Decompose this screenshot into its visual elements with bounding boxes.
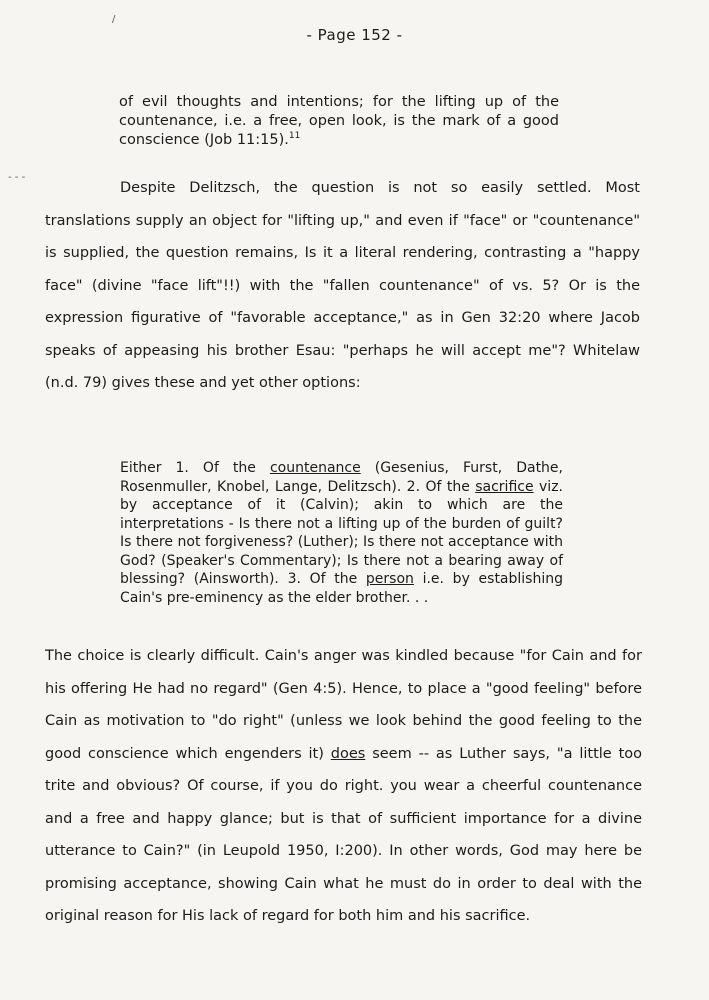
- paragraph-text: Despite Delitzsch, the question is not so easily settled. Most translations supply an object for "lifting up," and even if "face" or "countenance" is supplied, the question remains, Is it a literal rendering, contrasting a "happy face" (divine "face lift"!!) with the "fallen countenance" of vs. 5? Or is the expression figurative of "favorable acceptance," as in Gen 32:20 where Jacob speaks of appeasing his brother Esau: "perhaps he will accept me"? Whitelaw (n.d. 79) gives these and yet other options:: [45, 180, 640, 391]
- margin-mark: /: [112, 14, 116, 25]
- quote-text: viz. by acceptance of it (Calvin); akin to which are the interpretations - Is there not a lifting up of the burden of guilt? Is there not forgiveness? (Luther); Is there not acceptance with God? (Speaker's Commentary); Is there not a bearing away of blessing? (Ainsworth). 3. Of the: [120, 478, 563, 587]
- paragraph-text: The choice is clearly difficult. Cain's anger was kindled because "for Cain and for his offering He had no regard" (Gen 4:5). Hence, to place a "good feeling" before Cain as motivation to "do right" (unless we look behind the good feeling to the good conscience which engenders it): [45, 648, 642, 762]
- block-quote: [120, 459, 563, 607]
- paragraph-text: of evil thoughts and intentions; for the lifting up of the countenance, i.e. a free, open look, is the mark of a good conscience (Job 11:15).: [119, 94, 559, 148]
- quote-text: i.e. by establishing Cain's pre-eminency as the elder brother. . .: [120, 571, 563, 606]
- page-number: - Page 152 -: [306, 26, 403, 44]
- underlined-term: sacrifice: [475, 478, 534, 495]
- underlined-term: countenance: [269, 460, 361, 476]
- paragraph-text: seem -- as Luther says, "a little too trite and obvious? Of course, if you do right. you wear a cheerful countenance and a free and happy glance; but is that of sufficient importance for a divine utterance to Cain?" (in Leupold 1950, I:200). In other words, God may here be promising acceptance, showing Cain what he must do in order to deal with the original reason for His lack of regard for both him and his sacrifice.: [45, 745, 642, 924]
- underlined-term: person: [365, 571, 414, 587]
- margin-mark: - - -: [8, 172, 26, 183]
- paragraph: [45, 172, 640, 400]
- paragraph-quote-continuation: [119, 93, 559, 150]
- quote-text: (Gesenius, Furst, Dathe, Rosenmuller, Knobel, Lange, Delitzsch). 2. Of the: [120, 460, 563, 495]
- footnote-marker: 11: [288, 131, 301, 142]
- quote-text: Either 1. Of the: [120, 460, 270, 476]
- underlined-term: does: [330, 745, 366, 762]
- paragraph: [45, 640, 642, 933]
